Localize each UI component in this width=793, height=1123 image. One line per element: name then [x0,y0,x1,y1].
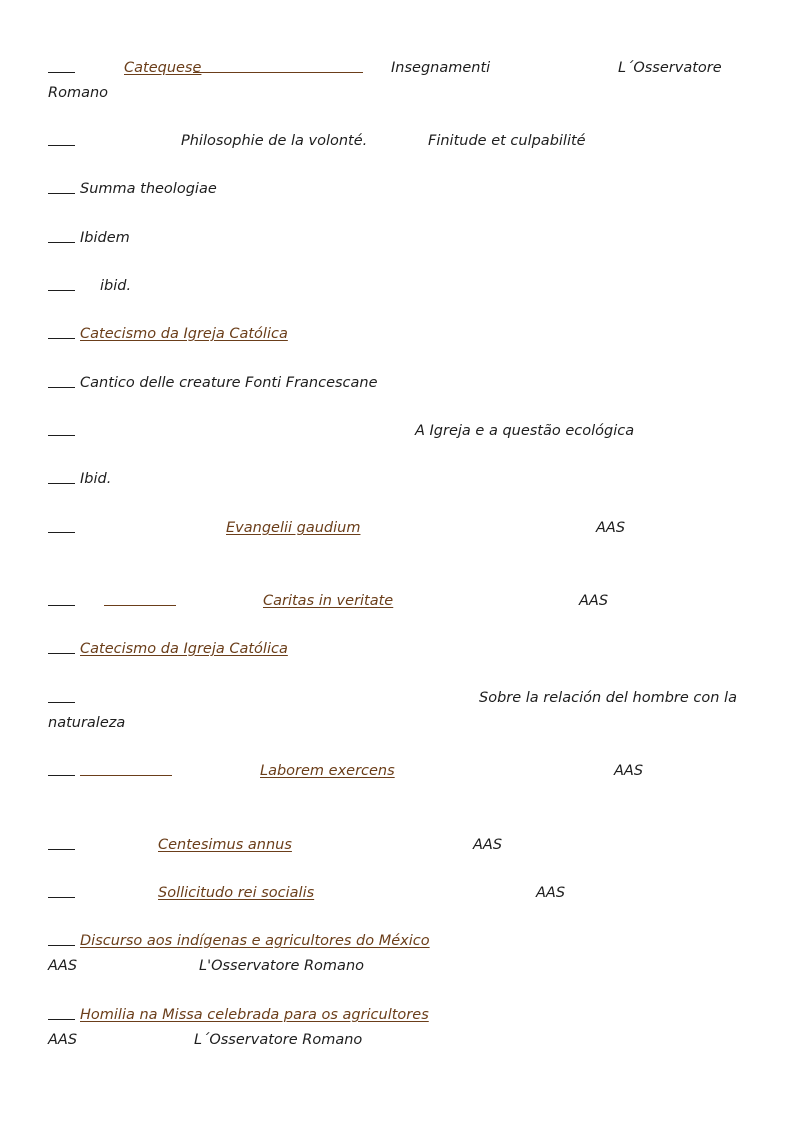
footnote-link[interactable]: Discurso aos indígenas e agricultores do México [80,933,430,949]
footnote-marker-blank [48,56,75,73]
footnote-marker-blank [48,686,75,703]
footnote-text: Romano [48,85,109,101]
footnote-text: AAS [48,958,78,974]
footnote-text: L´Osservatore [618,60,722,76]
footnote-text: Sobre la relación del hombre con la [479,690,737,706]
footnote-text: AAS [614,763,644,779]
footnote-text: AAS [473,837,503,853]
footnote-marker-blank [48,322,75,339]
footnote-marker-blank [48,371,75,388]
footnote-text: AAS [536,885,566,901]
footnote-marker-blank [48,833,75,850]
link-underline [80,759,172,776]
footnote-text: A Igreja e a questão ecológica [415,423,635,439]
footnote-link[interactable]: Sollicitudo rei socialis [158,885,315,901]
footnote-marker-blank [48,589,75,606]
footnote-text: AAS [596,520,626,536]
footnote-text: Ibid. [80,471,112,487]
footnote-text: AAS [579,593,609,609]
link-underline [104,589,176,606]
footnote-link[interactable]: Catequese [124,60,202,76]
footnote-link[interactable]: Evangelii gaudium [226,520,361,536]
footnote-marker-blank [48,759,75,776]
footnote-text: Summa theologiae [80,181,217,197]
footnote-marker-blank [48,637,75,654]
footnote-link[interactable]: Laborem exercens [260,763,395,779]
footnote-text: AAS [48,1032,78,1048]
footnote-marker-blank [48,929,75,946]
footnote-marker-blank [48,226,75,243]
footnote-text: Finitude et culpabilité [428,133,586,149]
footnote-marker-blank [48,129,75,146]
footnote-marker-blank [48,177,75,194]
footnote-marker-blank [48,1003,75,1020]
footnote-text: Insegnamenti [391,60,491,76]
footnote-marker-blank [48,274,75,291]
footnote-marker-blank [48,419,75,436]
footnote-text: Fonti Francescane [245,375,378,391]
footnote-marker-blank [48,516,75,533]
footnote-marker-blank [48,881,75,898]
footnote-link[interactable]: Homilia na Missa celebrada para os agricultores [80,1007,429,1023]
footnote-text: Cantico delle creature [80,375,241,391]
footnote-text: L´Osservatore Romano [194,1032,363,1048]
footnote-link[interactable]: Centesimus annus [158,837,292,853]
link-underline [193,56,363,73]
footnote-text: naturaleza [48,715,126,731]
footnote-text: ibid. [100,278,132,294]
footnote-link[interactable]: Caritas in veritate [263,593,394,609]
footnote-text: Ibidem [80,230,130,246]
footnote-link[interactable]: Catecismo da Igreja Católica [80,641,288,657]
footnote-marker-blank [48,467,75,484]
footnote-text: L'Osservatore Romano [199,958,365,974]
footnote-link[interactable]: Catecismo da Igreja Católica [80,326,288,342]
footnote-text: Philosophie de la volonté. [181,133,368,149]
